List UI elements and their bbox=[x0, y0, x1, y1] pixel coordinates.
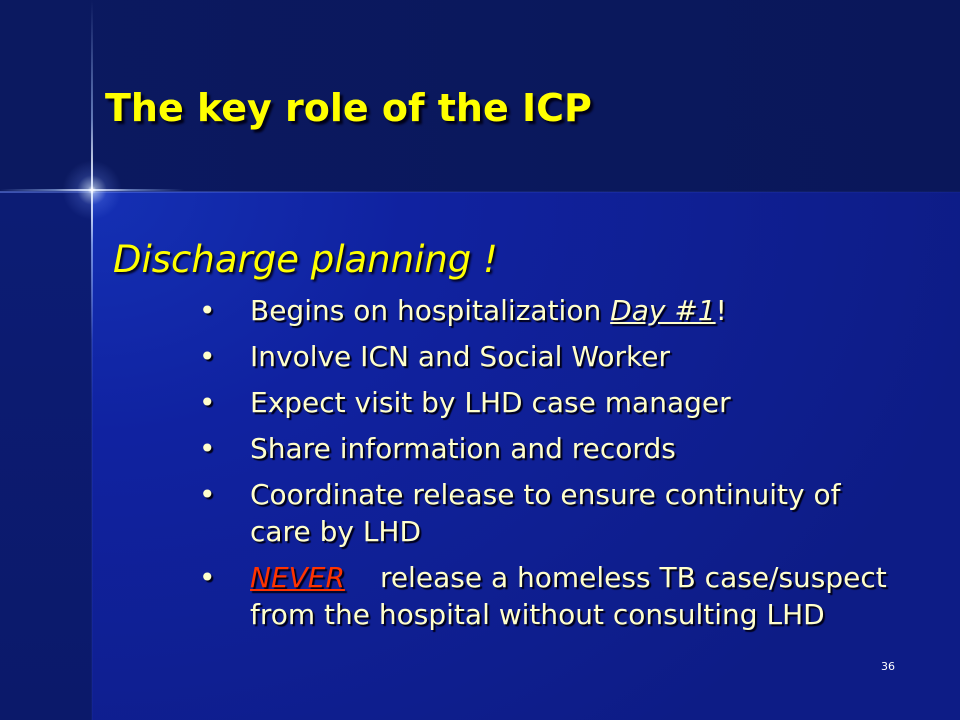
list-item-warning-emphasis: NEVER bbox=[250, 561, 345, 594]
list-item-line: from the hospital without consulting LHD bbox=[250, 598, 825, 631]
list-item-text bbox=[250, 476, 840, 550]
star-flare-icon bbox=[62, 160, 122, 220]
bullet-icon: • bbox=[199, 478, 216, 511]
bullet-icon: • bbox=[199, 432, 216, 465]
bullet-icon: • bbox=[199, 561, 216, 594]
list-item bbox=[199, 338, 919, 375]
bullet-icon: • bbox=[199, 294, 216, 327]
list-item-line-rest: release a homeless TB case/suspect bbox=[379, 561, 887, 594]
list-item-line: Coordinate release to ensure continuity of bbox=[250, 478, 841, 511]
page-number: 36 bbox=[881, 660, 895, 673]
list-item bbox=[199, 476, 919, 550]
list-item-text bbox=[250, 292, 727, 329]
list-item-text: Involve ICN and Social Worker bbox=[250, 340, 670, 373]
list-item-text: Share information and records bbox=[250, 432, 676, 465]
list-item-text-main: Begins on hospitalization bbox=[250, 294, 602, 327]
list-item-emphasis: Day #1 bbox=[610, 294, 716, 327]
list-item bbox=[199, 430, 919, 467]
slide-subheading: Discharge planning ! bbox=[113, 238, 498, 281]
slide-title: The key role of the ICP bbox=[105, 86, 592, 130]
bullet-icon: • bbox=[199, 340, 216, 373]
list-item-suffix: ! bbox=[715, 294, 727, 327]
list-item bbox=[199, 292, 919, 329]
list-item bbox=[199, 384, 919, 421]
list-item-text: Expect visit by LHD case manager bbox=[250, 386, 731, 419]
header-edge-line bbox=[0, 191, 960, 193]
list-item-line: care by LHD bbox=[250, 515, 422, 548]
bullet-icon: • bbox=[199, 386, 216, 419]
list-item-line bbox=[250, 559, 887, 596]
list-item-text bbox=[250, 559, 887, 633]
left-band bbox=[0, 192, 92, 720]
bullet-list bbox=[199, 292, 919, 633]
list-item bbox=[199, 559, 919, 633]
